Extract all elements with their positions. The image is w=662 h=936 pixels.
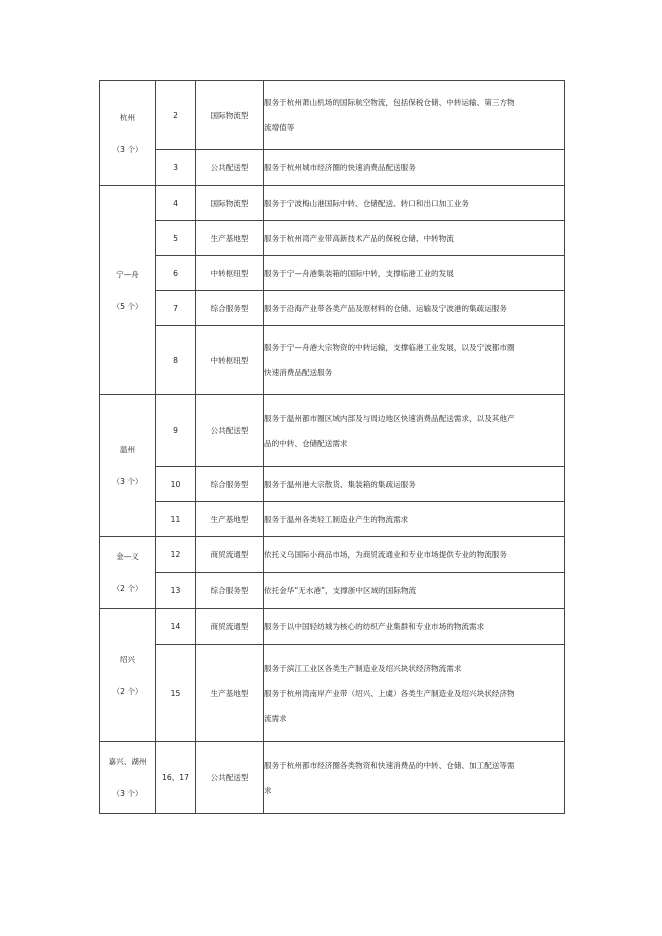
- park-description: 依托义乌国际小商品市场，为商贸流通业和专业市场提供专业的物流服务: [264, 537, 565, 573]
- park-number: 4: [156, 186, 196, 221]
- park-description: 服务于以中国轻纺城为核心的纺织产业集群和专业市场的物流需求: [264, 609, 565, 645]
- table-row: [100, 467, 565, 502]
- park-number: 8: [156, 326, 196, 395]
- description-line: 流需求: [264, 713, 287, 723]
- region-cell: [100, 81, 156, 186]
- description-line: 服务于杭州都市经济圈各类物资和快速消费品的中转、仓储、加工配送等需: [264, 760, 515, 770]
- description-line: 品的中转、仓储配送需求: [264, 438, 348, 448]
- table-row: [100, 291, 565, 326]
- park-type: 商贸流通型: [196, 609, 264, 645]
- park-description: 服务于杭州城市经济圈的快速消费品配送服务: [264, 150, 565, 186]
- description-line: 服务于温州都市圈区域内部及与周边地区快速消费品配送需求，以及其他产: [264, 413, 515, 423]
- table-row: [100, 81, 565, 150]
- park-description: 服务于宁波梅山港国际中转、仓储配送、转口和出口加工业务: [264, 186, 565, 221]
- park-number: 14: [156, 609, 196, 645]
- park-number: 13: [156, 573, 196, 609]
- table-row: [100, 186, 565, 221]
- region-cell: [100, 395, 156, 537]
- park-type: 生产基地型: [196, 645, 264, 742]
- region-name: 嘉兴、湖州: [108, 757, 147, 766]
- region-count: （3 个）: [112, 144, 143, 154]
- table-row: [100, 221, 565, 256]
- park-type: 生产基地型: [196, 221, 264, 256]
- table-row: [100, 645, 565, 742]
- region-count: （3 个）: [112, 789, 143, 798]
- table-row: [100, 742, 565, 814]
- region-count: （5 个）: [112, 301, 143, 311]
- park-type: 公共配送型: [196, 395, 264, 467]
- park-number: 11: [156, 502, 196, 537]
- region-cell: [100, 742, 156, 814]
- park-type: 商贸流通型: [196, 537, 264, 573]
- park-type: 公共配送型: [196, 150, 264, 186]
- table-row: [100, 537, 565, 573]
- description-line: 快速消费品配送服务: [264, 368, 333, 377]
- region-name: 杭州: [119, 112, 136, 122]
- park-type: 国际物流型: [196, 186, 264, 221]
- park-description: [264, 742, 565, 814]
- park-number: 7: [156, 291, 196, 326]
- table-row: [100, 573, 565, 609]
- park-description: [264, 645, 565, 742]
- table-row: [100, 609, 565, 645]
- region-name: 宁—舟: [116, 269, 139, 279]
- description-line: 流增值等: [264, 123, 295, 132]
- park-description: [264, 395, 565, 467]
- table-row: [100, 150, 565, 186]
- region-name: 绍兴: [119, 654, 136, 664]
- park-type: 综合服务型: [196, 291, 264, 326]
- park-description: 服务于沿海产业带各类产品及原材料的仓储、运输及宁波港的集疏运服务: [264, 291, 565, 326]
- park-number: 10: [156, 467, 196, 502]
- park-number: 2: [156, 81, 196, 150]
- park-type: 综合服务型: [196, 573, 264, 609]
- park-type: 综合服务型: [196, 467, 264, 502]
- park-type: 中转枢纽型: [196, 326, 264, 395]
- park-type: 公共配送型: [196, 742, 264, 814]
- park-type: 生产基地型: [196, 502, 264, 537]
- description-line: 求: [264, 785, 272, 795]
- region-cell: [100, 609, 156, 742]
- park-number: 5: [156, 221, 196, 256]
- park-number: 15: [156, 645, 196, 742]
- region-name: 金—义: [116, 552, 139, 561]
- logistics-park-table: [99, 80, 565, 814]
- description-line: 服务于滨江工业区各类生产制造业及绍兴块状经济物流需求: [264, 663, 462, 673]
- park-description: 服务于杭州湾产业带高新技术产品的保税仓储、中转物流: [264, 221, 565, 256]
- description-line: 服务于宁—舟港大宗物资的中转运输，支撑临港工业发展，以及宁波都市圈: [264, 343, 515, 352]
- region-cell: [100, 537, 156, 609]
- park-type: 国际物流型: [196, 81, 264, 150]
- description-line: 服务于杭州萧山机场的国际航空物流，包括保税仓储、中转运输、第三方物: [264, 98, 515, 107]
- table-row: [100, 256, 565, 291]
- park-description: 依托金华“无水港”，支撑浙中区域的国际物流: [264, 573, 565, 609]
- region-count: （2 个）: [112, 686, 143, 696]
- park-number: 12: [156, 537, 196, 573]
- region-cell: [100, 186, 156, 395]
- description-line: 服务于杭州湾南岸产业带（绍兴、上虞）各类生产制造业及绍兴块状经济物: [264, 688, 515, 698]
- park-number: 9: [156, 395, 196, 467]
- region-count: （3 个）: [112, 477, 143, 486]
- region-count: （2 个）: [112, 584, 143, 593]
- park-description: [264, 326, 565, 395]
- park-number: 16、17: [156, 742, 196, 814]
- table-row: [100, 326, 565, 395]
- park-type: 中转枢纽型: [196, 256, 264, 291]
- park-description: [264, 81, 565, 150]
- park-number: 6: [156, 256, 196, 291]
- park-description: 服务于温州各类轻工制造业产生的物流需求: [264, 502, 565, 537]
- park-number: 3: [156, 150, 196, 186]
- park-description: 服务于温州港大宗散货、集装箱的集疏运服务: [264, 467, 565, 502]
- table-row: [100, 502, 565, 537]
- table-row: [100, 395, 565, 467]
- region-name: 温州: [119, 445, 136, 454]
- park-description: 服务于宁—舟港集装箱的国际中转，支撑临港工业的发展: [264, 256, 565, 291]
